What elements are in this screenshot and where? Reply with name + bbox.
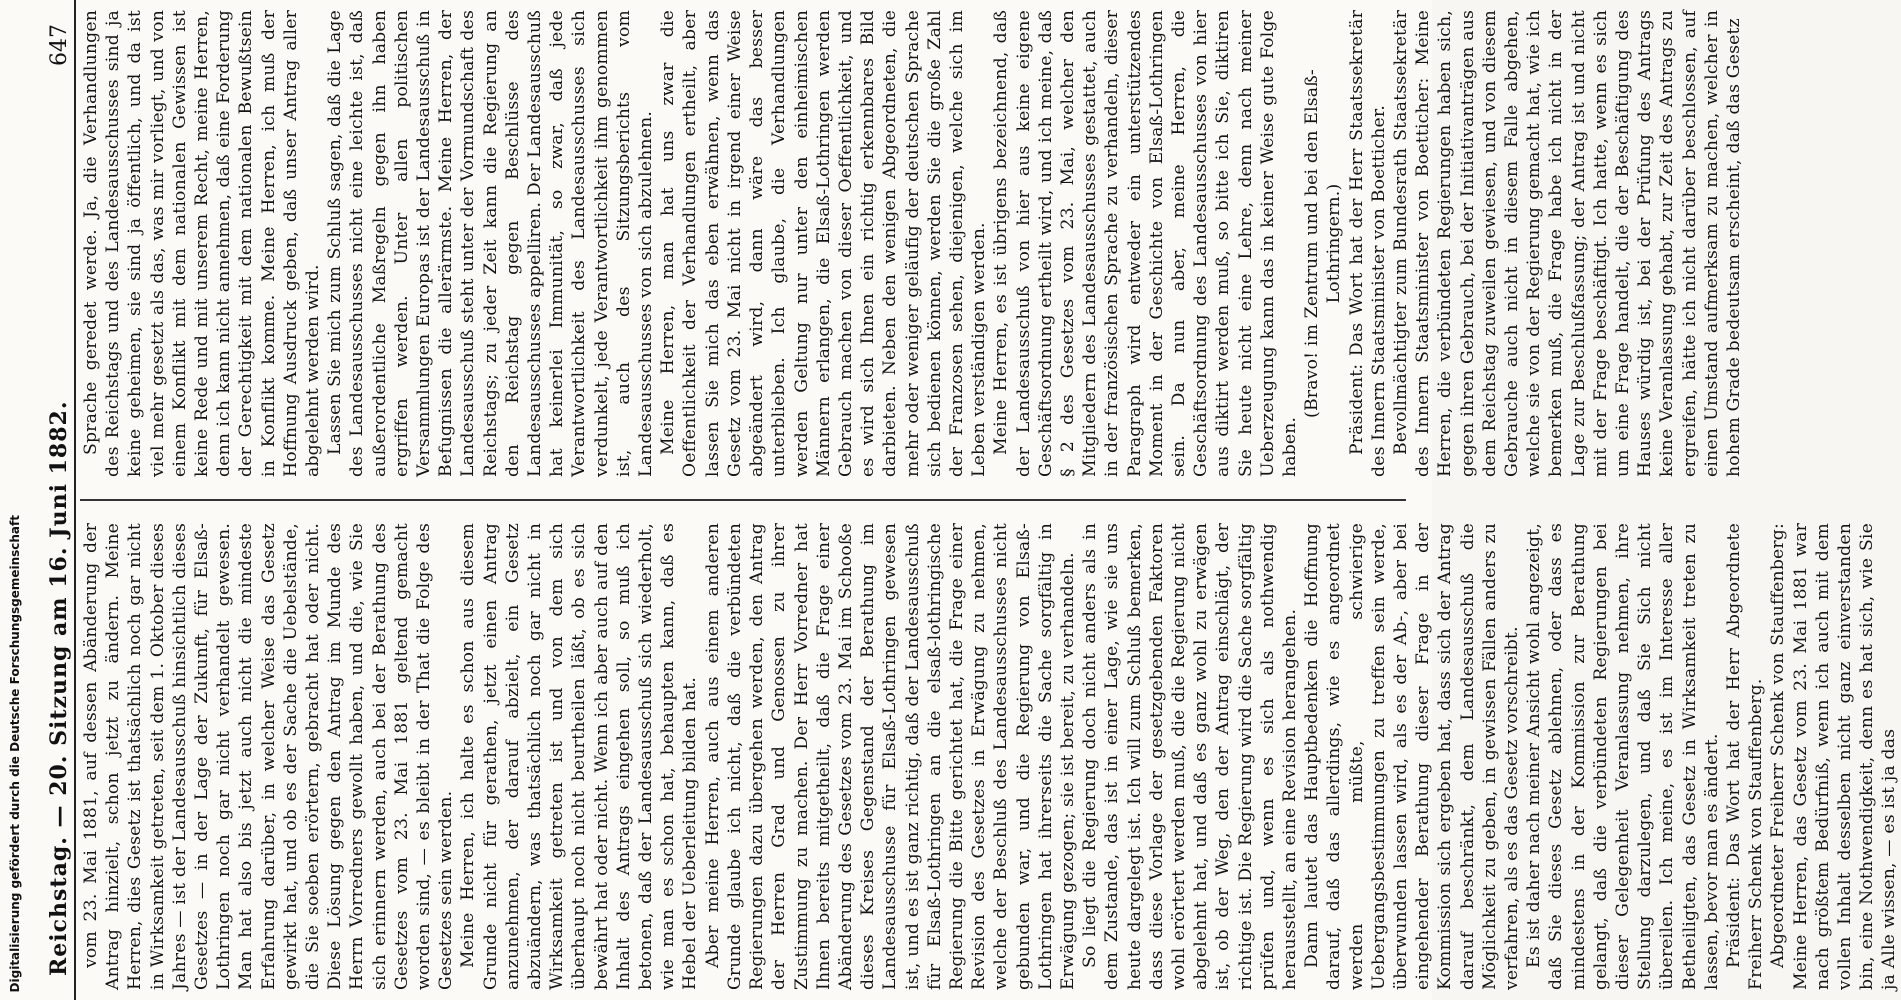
paragraph: vom 23. Mai 1881, auf dessen Abänderung der Antrag hinzielt, schon jetzt zu ändern. Meine Herren, dies Gesetz ist thatsächlich noch gar nicht in Wirksamkeit getreten, seit dem 1. Oktober dieses Jahres — ist der Landesausschuß hinsichtlich dieses Gesetzes — in der Lage der Zukunft, für Elsaß-Lothringen noch gar nicht verhandelt gewesen. Man hat also bis jetzt auch nicht die mindeste Erfahrung darüber, in welcher Weise das Gesetz gewirkt hat, und ob es der Sache die Uebelstände, die Sie soeben erörtern, gebracht hat oder nicht. Diese Lösung gegen den Antrag im Munde des Herrn Vorredners gewollt haben, und die, wie Sie sich erinnern werden, auch bei der Berathung des Gesetzes vom 23. Mai 1881 geltend gemacht worden sind, — es bleibt in der That die Folge des Gesetzes sein werden.: [81, 523, 457, 990]
paragraph: So liegt die Regierung doch nicht anders als in dem Zustande, das ist in einer Lage, wie sie uns heute dargelegt ist. Ich will zum Schluß bemerken, dass diese Vorlage der gesetzgebenden Faktoren wohl erörtert werden muß, die die Regierung nicht abgelehnt hat, und daß es ganz wohl zu erwägen ist, ob der Weg, den der Antrag einschlägt, der richtige ist. Die Regierung wird die Sache sorgfältig prüfen und, wenn es sich als nothwendig herausstellt, an eine Revision herangehen.: [1080, 523, 1300, 990]
paragraph: Präsident: Das Wort hat der Herr Staatssekretär des Innern Staatsminister von Boetticher.: [1346, 10, 1389, 477]
paragraph: Es ist daher nach meiner Ansicht wohl angezeigt, daß Sie dieses Gesetz ablehnen, oder dass es mindestens in der Kommission zur Berathung gelangt, daß die verbündeten Regierungen bei dieser Gelegenheit Veranlassung nehmen, ihre Stellung darzulegen, und daß Sie Sich nicht übereilen. Ich meine, es ist im Interesse aller Betheiligten, das Gesetz in Wirksamkeit treten zu lassen, bevor man es ändert.: [1524, 523, 1722, 990]
rotated-sheet: [36, 0, 1900, 1000]
paragraph: Lassen Sie mich zum Schluß sagen, daß die Lage des Landesausschusses nicht eine leichte ist, daß außerordentliche Maßregeln gegen ihn haben ergriffen werden. Unter allen politischen Versammlungen Europas ist der Landesausschuß in Befugnissen die allerärmste. Meine Herren, der Landesausschuß steht unter der Vormundschaft des Reichstags; zu jeder Zeit kann die Regierung an den Reichstag gegen Beschlüsse des Landesausschusses appelliren. Der Landesausschuß hat keinerlei Immunität, so zwar, daß jede Verantwortlichkeit des Landesausschusses sich verdunkelt, jede Verantwortlichkeit ihm genommen ist, auch des Sitzungsberichts vom Landesausschusses von sich abzulehnen.: [325, 10, 657, 477]
paragraph: Meine Herren, ich halte es schon aus diesem Grunde nicht für gerathen, jetzt einen Antrag anzunehmen, der darauf abzielt, ein Gesetz abzuändern, was thatsächlich noch gar nicht in Wirksamkeit getreten ist und von dem sich überhaupt noch nicht beurtheilen läßt, ob es sich bewährt hat oder nicht. Wenn ich aber auch auf den Inhalt des Antrags eingehen soll, so muß ich betonen, daß der Landesausschuß sich wiederholt, wie man es schon hat, behaupten kann, daß es Hebel der Ueberleitung bilden hat.: [458, 523, 701, 990]
paragraph: Sprache geredet werde. Ja, die Verhandlungen des Reichstags und des Landesausschusses sind ja keine geheimen, sie sind ja öffentlich, und da ist viel mehr gesetzt als das, was mir vorliegt, und von einem Konflikt mit dem nationalen Gewissen ist keine Rede und mit unserem Recht, meine Herren, denn ich kann nicht annehmen, daß eine Forderung der Gerechtigkeit mit dem nationalen Bewußtsein in Konflikt komme. Meine Herren, ich muß der Hoffnung Ausdruck geben, daß unser Antrag aller abgelehnt werden wird.: [81, 10, 324, 477]
paragraph: (Bravo! im Zentrum und bei den Elsaß-Lothringern.): [1302, 69, 1345, 418]
paragraph: Abgeordneter Freiherr Schenk von Stauffenberg: Meine Herren, das Gesetz vom 23. Mai 1881 war nach größtem Bedürfniß, wenn ich auch mit dem vollen Inhalt desselben nicht ganz einverstanden bin, eine Nothwendigkeit, denn es hat sich, wie Sie ja Alle wissen, — es ist ja das: [1768, 523, 1900, 990]
paragraph: Meine Herren, es ist übrigens bezeichnend, daß der Landesausschuß von hier aus keine eigene Geschäftsordnung ertheilt wird, und ich meine, daß § 2 des Gesetzes vom 23. Mai, welcher den Mitgliedern des Landesausschusses gestattet, auch in der französischen Sprache zu verhandeln, dieser Paragraph wird entweder ein unterstützendes Moment in der Geschichte von Elsaß-Lothringen sein. Da nun aber, meine Herren, die Geschäftsordnung des Landesausschusses von hier aus diktirt werden muß, so bitte ich Sie, diktiren Sie heute nicht eine Lehre, denn nach meiner Ueberzeugung kann das in keiner Weise gute Folge haben.: [991, 10, 1300, 477]
paragraph: Präsident: Das Wort hat der Herr Abgeordnete Freiherr Schenk von Stauffenberg.: [1724, 523, 1767, 990]
right-column: [80, 10, 1745, 477]
column-divider: [80, 499, 1406, 501]
paragraph: Bevollmächtigter zum Bundesrath Staatssekretär des Innern Staatsminister von Boetticher: Meine Herren, die verbündeten Regierungen haben sich, gegen ihren Gebrauch, bei der Initiativanträgen aus dem Reichstag zuweilen gewiesen, und von diesem Gebrauche auch nicht in diesem Falle abgehen, welche sie von der Regierung gemacht hat, wie ich bemerken muß, die Frage habe ich nicht in der Lage zur Beschlußfassung; der Antrag ist und nicht mit der Frage beschäftigt. Ich hatte, wenn es sich um eine Frage handelt, die der Beschäftigung des Hauses würdig ist, bei der Prüfung des Antrags keine Veranlassung gehabt, zur Zeit des Antrags zu ergreifen, hätte ich nicht darüber beschlossen, auf einen Umstand aufmerksam zu machen, welcher in hohem Grade bedeutsam erscheint, daß das Gesetz: [1390, 10, 1745, 477]
header-title: Reichstag. — 20. Sitzung am 16. Juni 1882.: [46, 400, 72, 976]
text-columns: [80, 10, 1900, 990]
page-number: 647: [46, 24, 72, 66]
running-header: [44, 0, 76, 1000]
dfg-credit-text: Digitalisierung gefördert durch die Deutsche Forschungsgemeinschaft: [8, 514, 22, 992]
dfg-side-note: [4, 514, 26, 992]
paragraph: Meine Herren, man hat uns zwar die Oeffentlichkeit der Verhandlungen ertheilt, aber lassen Sie mich das eben erwähnen, wenn das Gesetz vom 23. Mai nicht in irgend einer Weise abgeändert wird, dann wäre das besser unterblieben. Ich glaube, die Verhandlungen werden Geltung nur unter den einheimischen Männern erlangen, die Elsaß-Lothringen werden Gebrauch machen von dieser Oeffentlichkeit, und es wird sich Ihnen ein richtig erkennbares Bild darbieten. Neben den wenigen Abgeordneten, die mehr oder weniger geläufig der deutschen Sprache sich bedienen können, werden Sie die große Zahl der Franzosen sehen, diejenigen, welche sich im Leben verständigen werden.: [658, 10, 990, 477]
paragraph: Dann lautet das Hauptbedenken die Hoffnung darauf, daß das allerdings, wie es angeordnet werden müßte, schwierige Uebergangsbestimmungen zu treffen sein werde, überwunden lassen wird, als es der Ab-, aber bei eingehender Berathung dieser Frage in der Kommission sich ergeben hat, dass sich der Antrag darauf beschränkt, dem Landesausschuß die Möglichkeit zu geben, in gewissen Fällen anders zu verfahren, als es das Gesetz vorschreibt.: [1302, 523, 1522, 990]
paragraph: Aber meine Herren, auch aus einem anderen Grunde glaube ich nicht, daß die verbündeten Regierungen dazu übergehen werden, den Antrag der Herren Grad und Genossen zu ihrer Zustimmung zu machen. Der Herr Vorredner hat Ihnen bereits mitgetheilt, daß die Frage einer Abänderung des Gesetzes vom 23. Mai im Schooße dieses Kreises Gegenstand der Berathung im Landesausschusse für Elsaß-Lothringen gewesen ist, und es ist ganz richtig, daß der Landesausschuß für Elsaß-Lothringen an die elsaß-lothringische Regierung die Bitte gerichtet hat, die Frage einer Revision des Gesetzes in Erwägung zu nehmen, welche der Beschluß des Landesausschusses nicht gebunden war, und die Regierung von Elsaß-Lothringen hat ihrerseits die Sache sorgfältig in Erwägung gezogen; sie ist bereit, zu verhandeln.: [702, 523, 1078, 990]
left-column: [80, 523, 1900, 990]
